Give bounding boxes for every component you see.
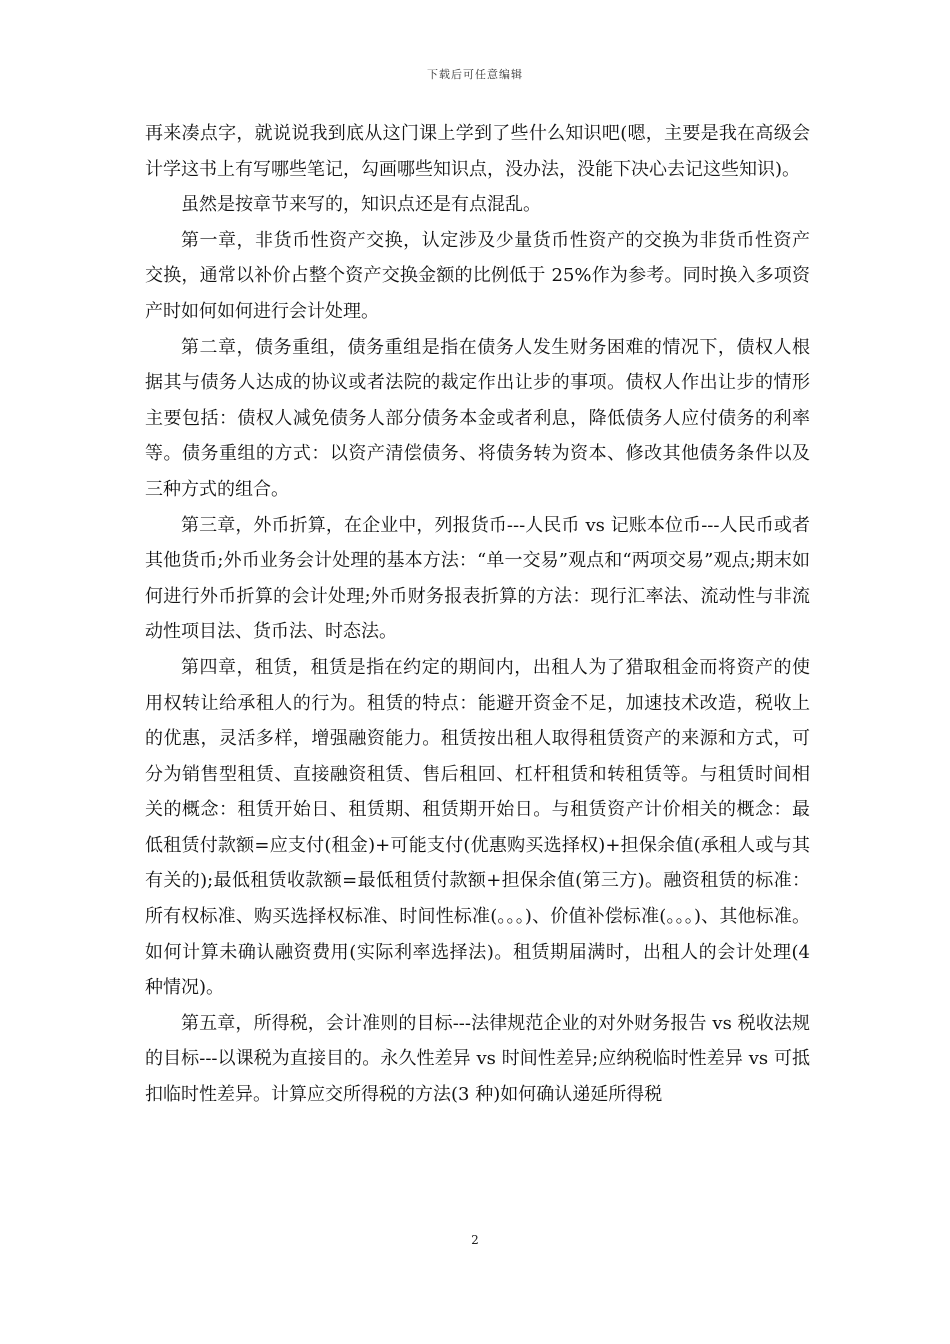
- page-header: 下载后可任意编辑: [427, 68, 523, 81]
- paragraph-chapter-4: 第四章，租赁，租赁是指在约定的期间内，出租人为了猎取租金而将资产的使用权转让给承租人的行为。租赁的特点：能避开资金不足，加速技术改造，税收上的优惠，灵活多样，增强融资能力。租赁按出租人取得租赁资产的来源和方式，可分为销售型租赁、直接融资租赁、售后租回、杠杆租赁和转租赁等。与租赁时间相关的概念：租赁开始日、租赁期、租赁期开始日。与租赁资产计价相关的概念：最低租赁付款额=应支付(租金)+可能支付(优惠购买选择权)+担保余值(承租人或与其有关的);最低租赁收款额=最低租赁付款额+担保余值(第三方)。融资租赁的标准：所有权标准、购买选择权标准、时间性标准(。。。)、价值补偿标准(。。。)、其他标准。如何计算未确认融资费用(实际利率选择法)。租赁期届满时，出租人的会计处理(4 种情况)。: [145, 656, 810, 999]
- paragraph-chapter-3: 第三章，外币折算，在企业中，列报货币---人民币 vs 记账本位币---人民币或者其他货币;外币业务会计处理的基本方法：“单一交易”观点和“两项交易”观点;期末如何进行外币折算的会计处理;外币财务报表折算的方法：现行汇率法、流动性与非流动性项目法、货币法、时态法。: [145, 514, 810, 643]
- page-number: 2: [471, 1233, 479, 1247]
- paragraph-chapter-2: 第二章，债务重组，债务重组是指在债务人发生财务困难的情况下，债权人根据其与债务人达成的协议或者法院的裁定作出让步的事项。债权人作出让步的情形主要包括：债权人减免债务人部分债务本金或者利息，降低债务人应付债务的利率等。债务重组的方式：以资产清偿债务、将债务转为资本、修改其他债务条件以及三种方式的组合。: [145, 336, 810, 500]
- document-body: [145, 116, 810, 1113]
- paragraph-note: 虽然是按章节来写的，知识点还是有点混乱。: [181, 194, 541, 216]
- paragraph-chapter-5: 第五章，所得税，会计准则的目标---法律规范企业的对外财务报告 vs 税收法规的目标---以课税为直接目的。永久性差异 vs 时间性差异;应纳税临时性差异 vs 可抵扣临时性差异。计算应交所得税的方法(3 种)如何确认递延所得税: [145, 1012, 810, 1106]
- paragraph-chapter-1: 第一章，非货币性资产交换，认定涉及少量货币性资产的交换为非货币性资产交换，通常以补价占整个资产交换金额的比例低于 25%作为参考。同时换入多项资产时如何如何进行会计处理。: [145, 229, 810, 322]
- paragraph-intro: 再来凑点字，就说说我到底从这门课上学到了些什么知识吧(嗯，主要是我在高级会计学这书上有写哪些笔记，勾画哪些知识点，没办法，没能下决心去记这些知识)。: [145, 123, 810, 180]
